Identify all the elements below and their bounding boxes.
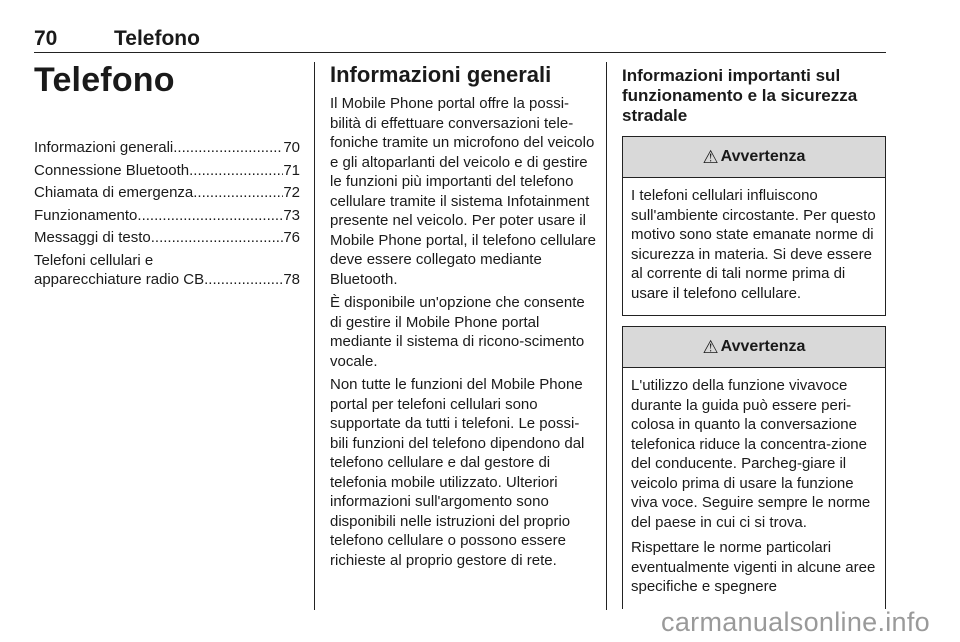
- warning-text: I telefoni cellulari influiscono sull'ambiente circostante. Per questo motivo sono state emanate norme di sicurezza in materia. Si deve essere al corrente di tali norme prima di usare il telefono cellulare.: [631, 187, 876, 302]
- warning-body: [623, 368, 885, 609]
- general-info-column: [330, 62, 596, 574]
- watermark: carmanualsonline.info: [661, 607, 930, 637]
- toc-item-label-line1: Telefoni cellulari e: [34, 251, 154, 269]
- toc-item[interactable]: [34, 228, 300, 248]
- warning-text: L'utilizzo della funzione vivavoce durante la guida può essere peri-colosa in quanto la conversazione telefonica riduce la concentra-zione del conducente. Parcheg-giare il veicolo prima di usare la funzione viva voce. Seguire sempre le norme del paese in cui ci si trova.: [631, 377, 871, 531]
- safety-column: [622, 62, 886, 619]
- toc-item-label: Funzionamento: [34, 206, 138, 224]
- toc-column: [34, 62, 300, 290]
- warning-text: Rispettare le norme particolari eventualmente vigenti in alcune aree specifiche e spegnere: [631, 539, 876, 595]
- toc-item-page: 72: [283, 184, 300, 201]
- toc-item-page: 71: [283, 161, 300, 179]
- section-title-general: Informazioni generali: [330, 62, 552, 87]
- toc-item-label: Chiamata di emergenza: [34, 184, 194, 201]
- toc-list: [34, 138, 300, 290]
- toc-item[interactable]: [34, 138, 300, 158]
- chapter-title: Telefono: [34, 61, 175, 99]
- warning-triangle-icon: ⚠: [702, 146, 719, 167]
- general-paragraph: Non tutte le funzioni del Mobile Phone portal per telefoni cellulari sono supportate da tutti i telefoni. Le possi-bili funzioni del telefono dipendono dal telefono cellulare e dal gestore di telefonia mobile utilizzato. Ulteriori informazioni sull'argomento sono disponibili nelle istruzioni del proprio telefono cellulare o possono essere richieste al proprio gestore di rete.: [330, 376, 585, 569]
- toc-leader-dots: [193, 183, 283, 203]
- section-title-safety: Informazioni importanti sul funzionamento e la sicurezza stradale: [622, 66, 858, 125]
- toc-item-label: Connessione Bluetooth: [34, 161, 190, 179]
- toc-item[interactable]: [34, 206, 300, 226]
- warning-box: [622, 136, 886, 316]
- toc-item-page: 78: [283, 271, 300, 288]
- column-divider-1: [314, 62, 315, 610]
- toc-item[interactable]: [34, 183, 300, 203]
- general-paragraph: Il Mobile Phone portal offre la possi-bilità di effettuare conversazioni tele-foniche tramite un microfono del veicolo e gli altoparlanti del veicolo e di gestire le funzioni più importanti del telefono cellulare tramite il sistema Infotainment presente nel veicolo. Per poter usare il Mobile Phone portal, il telefono cellulare deve essere collegato mediante Bluetooth.: [330, 95, 596, 288]
- warning-header: [623, 327, 885, 368]
- toc-leader-dots: [189, 161, 283, 181]
- warning-header: [623, 137, 885, 178]
- page-number: 70: [34, 27, 58, 50]
- warning-heading: Avvertenza: [720, 148, 806, 165]
- running-section-title: Telefono: [114, 27, 200, 50]
- page-header: [34, 27, 886, 49]
- header-divider: [34, 52, 886, 53]
- toc-leader-dots: [137, 206, 283, 226]
- toc-item-page: 70: [283, 139, 300, 156]
- general-paragraph: È disponibile un'opzione che consente di gestire il Mobile Phone portal mediante il sistema di ricono-scimento vocale.: [330, 294, 585, 370]
- warning-triangle-icon: ⚠: [702, 336, 719, 357]
- toc-item-page: 76: [283, 229, 300, 246]
- column-divider-2: [606, 62, 607, 610]
- toc-item-label: Informazioni generali: [34, 139, 174, 156]
- toc-item-label: Messaggi di testo: [34, 229, 151, 246]
- toc-item-label-line2: apparecchiature radio CB: [34, 271, 205, 288]
- warning-body: [623, 178, 885, 315]
- toc-leader-dots: [173, 138, 283, 158]
- warning-heading: Avvertenza: [720, 338, 806, 355]
- toc-item[interactable]: [34, 251, 300, 290]
- toc-item[interactable]: [34, 161, 300, 181]
- toc-item-page: 73: [283, 206, 300, 224]
- toc-leader-dots: [204, 270, 283, 290]
- warning-box: [622, 326, 886, 609]
- toc-leader-dots: [151, 228, 284, 248]
